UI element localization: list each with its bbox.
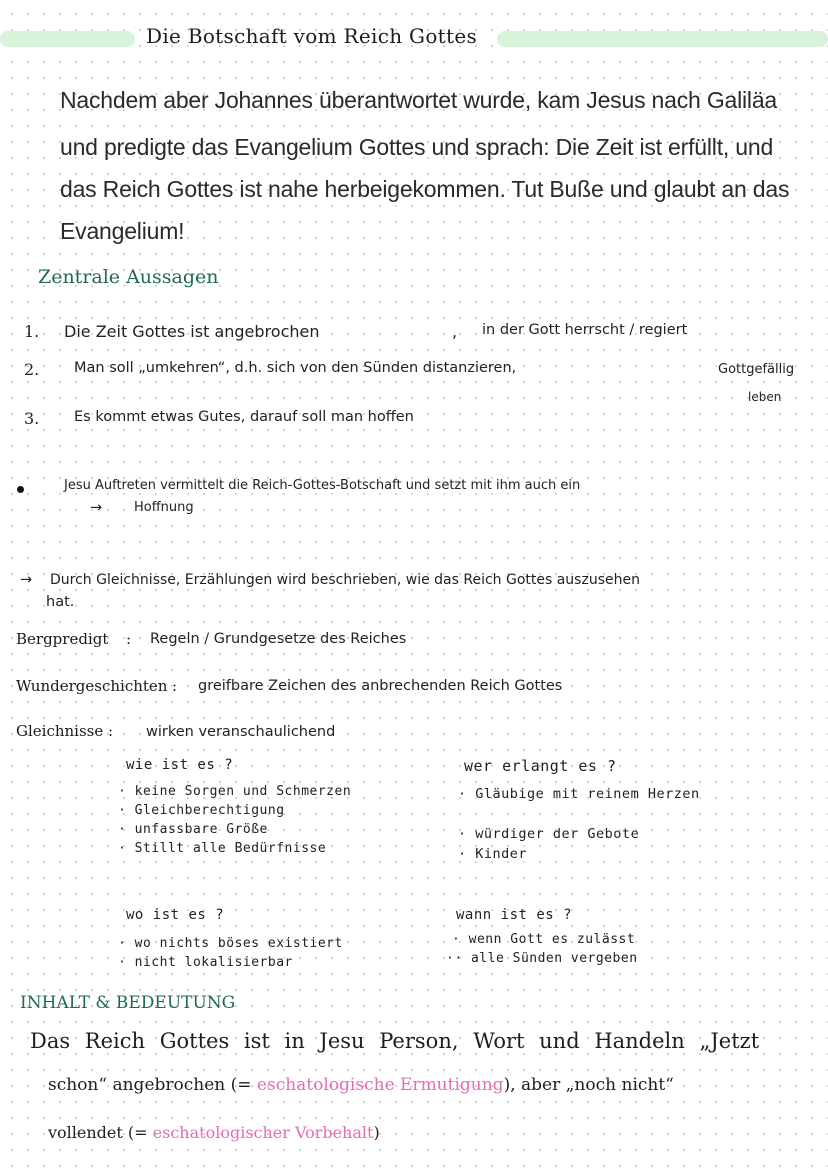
inhalt-line-2a: schon“ angebrochen (= xyxy=(48,1075,252,1095)
term-bergpredigt-desc: Regeln / Grundgesetze des Reiches xyxy=(150,631,407,647)
parables-note-line2: hat. xyxy=(46,594,75,610)
page-title: Die Botschaft vom Reich Gottes xyxy=(146,24,478,48)
central-item-3-num: 3. xyxy=(24,409,40,428)
term-wundergeschichten-desc: greifbare Zeichen des anbrechenden Reich Gottes xyxy=(198,678,563,694)
question-wer-item-3: · Kinder xyxy=(458,846,528,862)
question-wie-item-4: · Stillt alle Bedürfnisse xyxy=(118,841,327,856)
question-wann-item-2: ·· alle Sünden vergeben xyxy=(446,951,638,966)
bullet-note-line1: Jesu Auftreten vermittelt die Reich-Gottes-Botschaft und setzt mit ihm auch ein xyxy=(64,478,581,493)
question-wann-item-1: · wenn Gott es zulässt xyxy=(452,932,636,947)
inhalt-line-3a: vollendet (= xyxy=(48,1123,148,1142)
inhalt-line-1: Das Reich Gottes ist in Jesu Person, Wort und Handeln „Jetzt xyxy=(30,1029,760,1053)
quote-line-4: Evangelium! xyxy=(60,218,185,244)
inhalt-line-3-pink: eschatologischer Vorbehalt xyxy=(152,1123,374,1142)
bullet-note-line2: Hoffnung xyxy=(134,500,194,515)
parables-note-arrow: → xyxy=(20,572,33,588)
title-highlight-left xyxy=(0,31,135,47)
central-item-1-text: Die Zeit Gottes ist angebrochen xyxy=(64,322,320,341)
central-item-1-num: 1. xyxy=(24,322,40,341)
term-gleichnisse-desc: wirken veranschaulichend xyxy=(146,724,336,740)
central-item-1-sep: , xyxy=(452,322,458,341)
central-item-3-text: Es kommt etwas Gutes, darauf soll man hoffen xyxy=(74,409,414,425)
term-gleichnisse-colon: : xyxy=(108,722,114,740)
question-wo-item-2: · nicht lokalisierbar xyxy=(118,955,293,970)
inhalt-heading: INHALT & BEDEUTUNG xyxy=(20,993,236,1013)
question-wie-item-3: · unfassbare Größe xyxy=(118,822,268,837)
quote-line-1: Nachdem aber Johannes überantwortet wurde, kam Jesus nach Galiläa xyxy=(60,87,778,113)
central-item-2-text2: Gottgefällig xyxy=(718,362,795,377)
question-wie-item-1: · keine Sorgen und Schmerzen xyxy=(118,784,352,799)
central-item-2-num: 2. xyxy=(24,360,40,379)
central-item-1-text2: in der Gott herrscht / regiert xyxy=(482,322,688,338)
inhalt-line-2 xyxy=(48,1075,674,1095)
central-item-2-text3: leben xyxy=(748,390,782,404)
bullet-note-arrow: → xyxy=(90,500,103,516)
question-wo-item-1: · wo nichts böses existiert xyxy=(118,936,343,951)
term-wundergeschichten: Wundergeschichten xyxy=(16,677,168,695)
central-item-2-text: Man soll „umkehren“, d.h. sich von den Sünden distanzieren, xyxy=(74,360,517,376)
title-highlight-right xyxy=(497,31,828,47)
term-bergpredigt-colon: : xyxy=(126,630,132,648)
question-wer-item-1: · Gläubige mit reinem Herzen xyxy=(458,786,700,802)
central-heading: Zentrale Aussagen xyxy=(38,266,219,288)
quote-line-3: das Reich Gottes ist nahe herbeigekommen. Tut Buße und glaubt an das xyxy=(60,176,790,202)
term-bergpredigt: Bergpredigt xyxy=(16,630,109,648)
bullet-dot xyxy=(17,486,24,493)
quote-line-2: und predigte das Evangelium Gottes und sprach: Die Zeit ist erfüllt, und xyxy=(60,134,774,160)
inhalt-line-3b: ) xyxy=(373,1123,380,1142)
question-wie-heading: wie ist es ? xyxy=(126,757,234,773)
term-gleichnisse: Gleichnisse xyxy=(16,722,104,740)
question-wer-item-2: · würdiger der Gebote xyxy=(458,826,640,842)
question-wie-item-2: · Gleichberechtigung xyxy=(118,803,285,818)
question-wo-heading: wo ist es ? xyxy=(126,907,225,923)
question-wer-heading: wer erlangt es ? xyxy=(464,757,617,775)
question-wann-heading: wann ist es ? xyxy=(456,907,573,923)
inhalt-line-3 xyxy=(48,1123,380,1142)
inhalt-line-2b: ), aber „noch nicht“ xyxy=(503,1075,674,1095)
inhalt-line-2-pink: eschatologische Ermutigung xyxy=(256,1075,504,1095)
term-wundergeschichten-colon: : xyxy=(172,677,178,695)
parables-note-line1: Durch Gleichnisse, Erzählungen wird beschrieben, wie das Reich Gottes auszusehen xyxy=(50,572,640,588)
